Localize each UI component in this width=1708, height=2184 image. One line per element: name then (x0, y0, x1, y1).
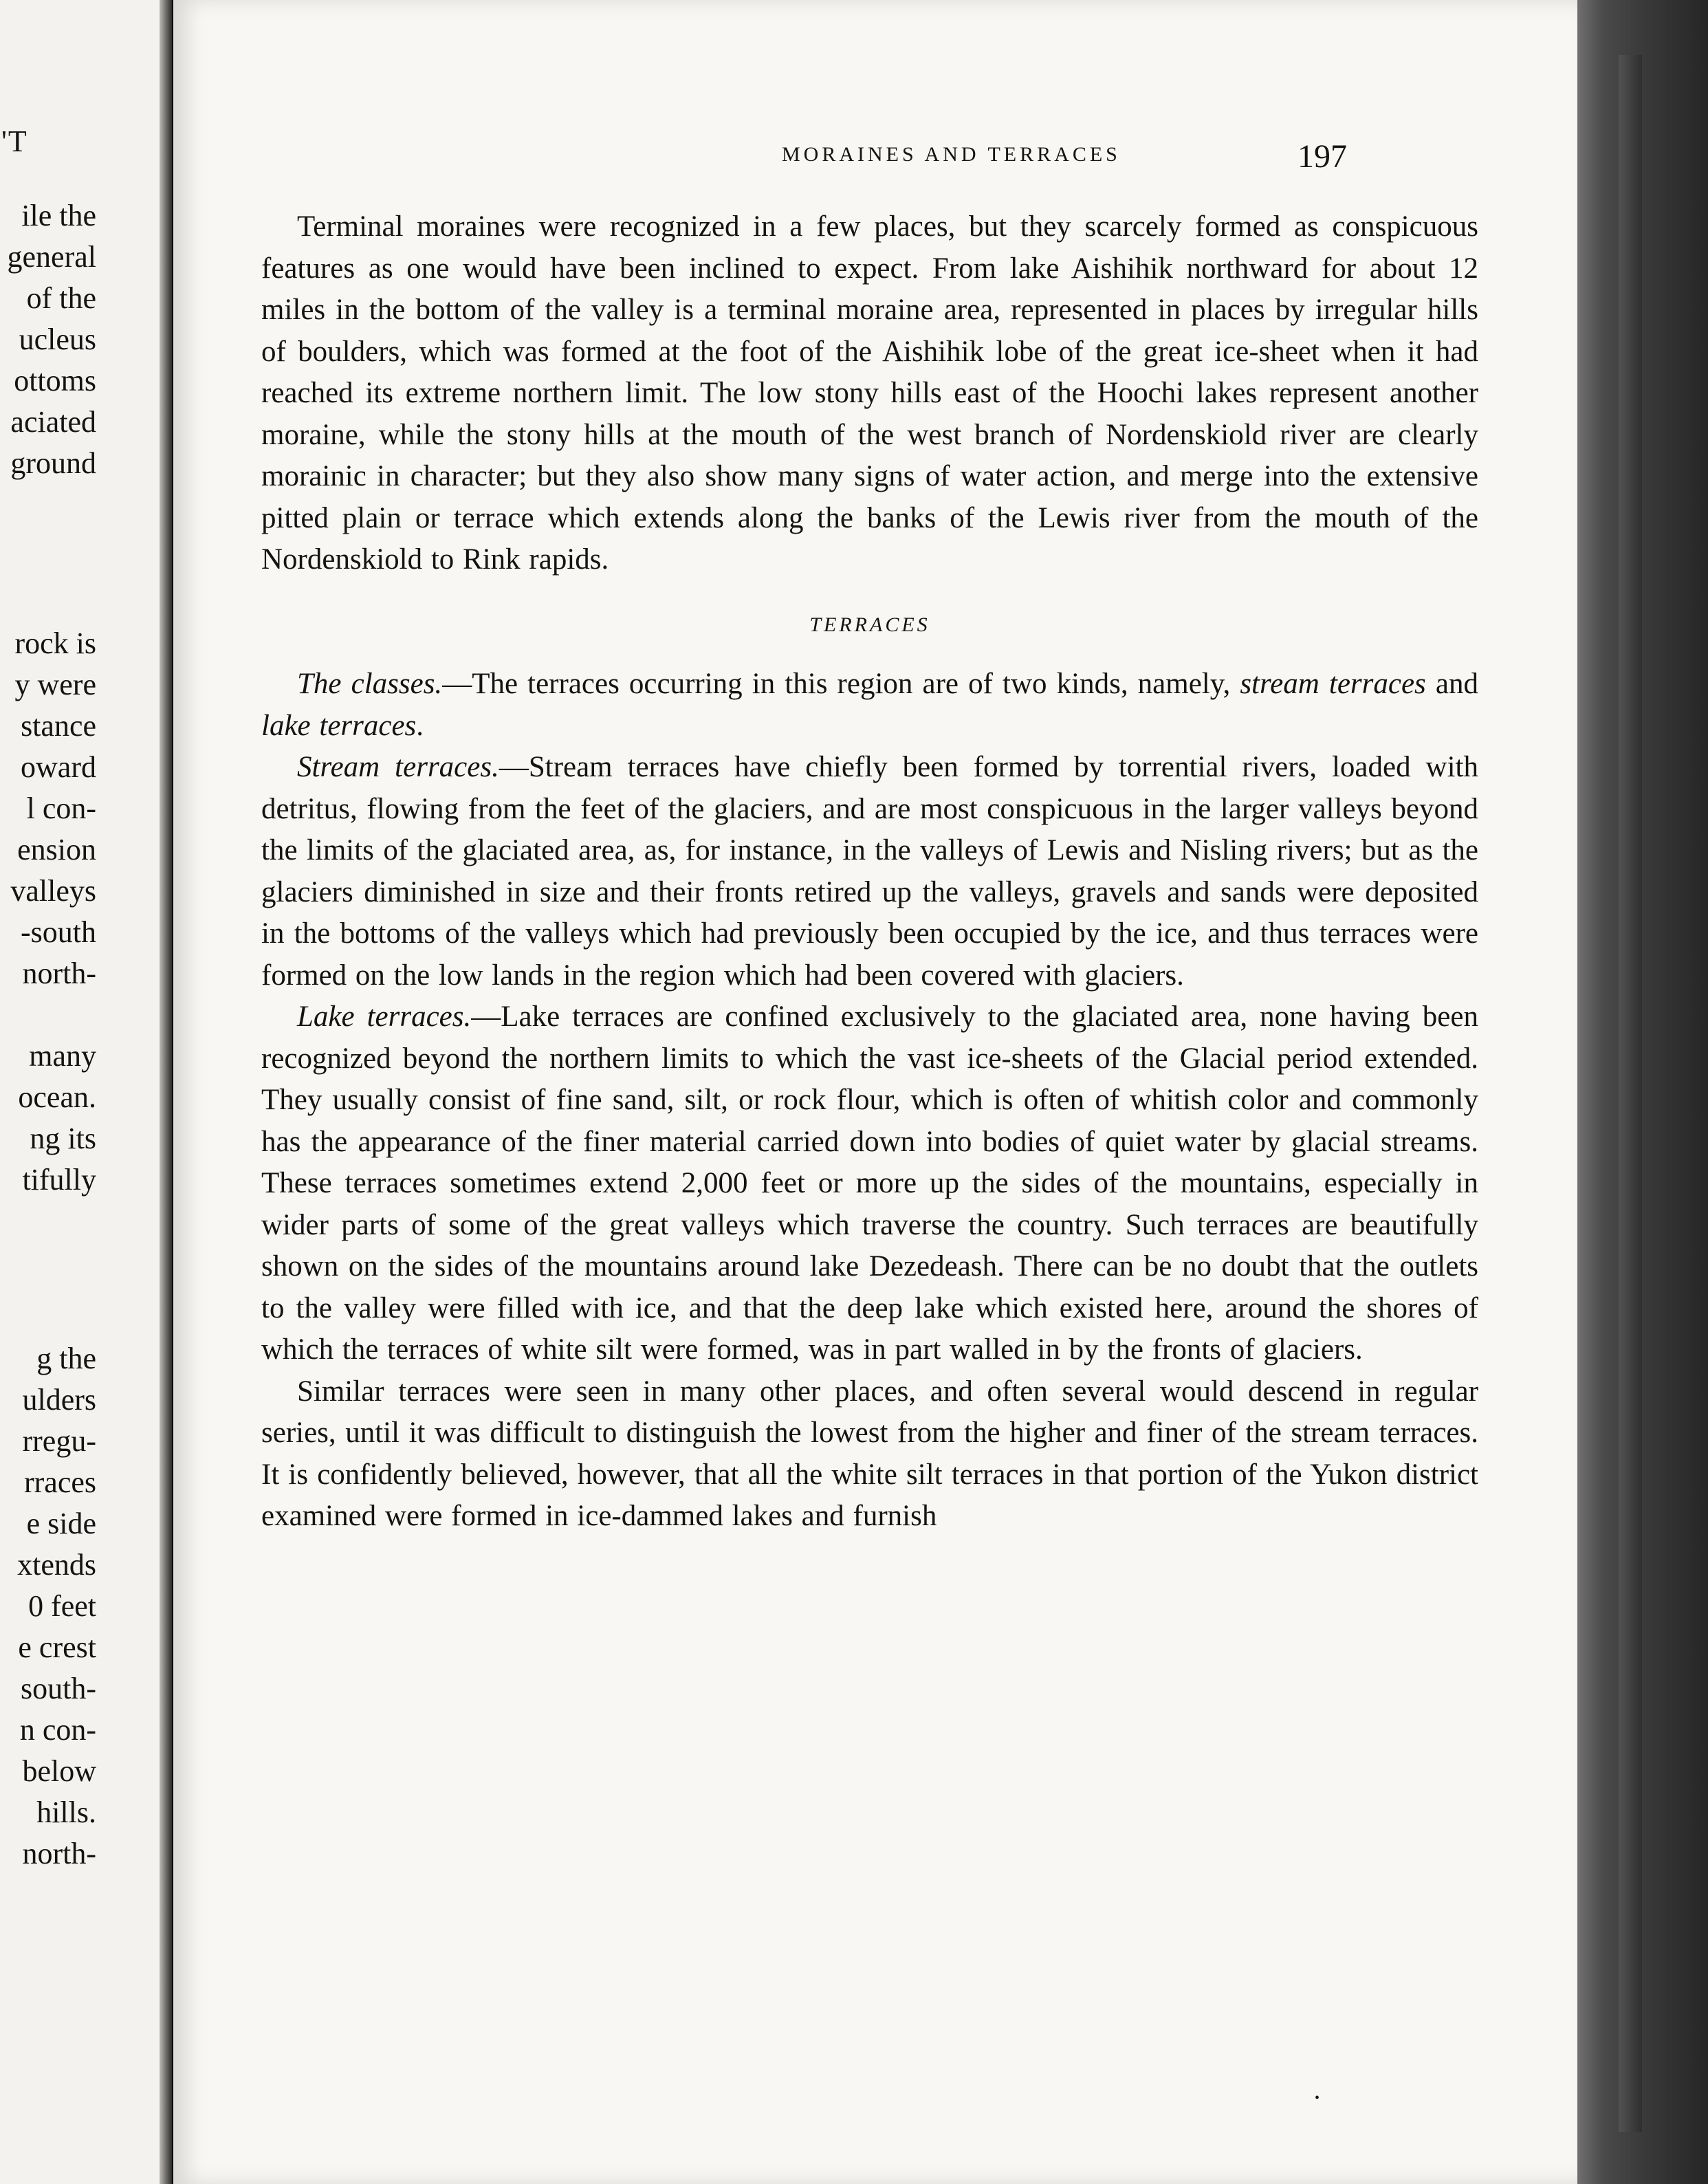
left-page-line: aciated (10, 405, 96, 439)
paragraph-terminal-moraines: Terminal moraines were recognized in a few places, but they scarcely formed as conspicuous features as one would have been inclined to expect. From lake Aishihik northward for about 12 miles in the bottom of the valley is a terminal moraine area, represented in places by irregular hills of boulders, which was formed at the foot of the Aishihik lobe of the great ice-sheet when it had reached its extreme northern limit. The low stony hills east of the Hoochi lakes represent another moraine, while the stony hills at the mouth of the west branch of Nordenskiold river are clearly morainic in character; but they also show many signs of water action, and merge into the extensive pitted plain or terrace which extends along the banks of the Lewis river from the mouth of the Nordenskiold to Rink rapids. (261, 210, 1478, 576)
left-page-line: valleys (10, 874, 96, 908)
left-page-line: tifully (22, 1163, 96, 1197)
left-page-line: north- (22, 957, 96, 990)
left-page-line: ocean. (18, 1080, 96, 1114)
run-in-heading: Lake terraces. (297, 1001, 472, 1033)
paragraph-text: —Stream terraces have chiefly been formed by torrential rivers, loaded with detritus, flowing from the feet of the glaciers, and are most conspicuous in the larger valleys beyond the limits of the glaciated area, as, for instance, in the valleys of Lewis and Nisling rivers; but as the glaciers diminished in size and their fronts retired up the valleys, gravels and sands were deposited in the bottoms of the valleys which had previously been occupied by the ice, and thus terraces were formed on the low lands in the region which had been covered with glaciers. (261, 751, 1478, 992)
left-page-line: ile the (21, 199, 96, 232)
left-page-line: n con- (19, 1713, 96, 1747)
left-page-line: general (7, 240, 96, 274)
left-page-line: ng its (30, 1122, 96, 1155)
left-page-line: -south (21, 915, 96, 949)
page-number: 197 (1298, 138, 1347, 175)
edge-shadow (1619, 55, 1642, 2132)
paragraph-similar-terraces: Similar terraces were seen in many other places, and often several would descend in regular series, until it was difficult to distinguish the lowest from the higher and finer of the stream terraces. It is confidently believed, however, that all the white silt terraces in that portion of the Yukon district examined were formed in ice-dammed lakes and furnish (261, 1375, 1478, 1532)
left-running-head-fragment: 'T (1, 124, 28, 158)
italic-term: stream terraces (1240, 668, 1426, 700)
scan-right-edge (1577, 0, 1708, 2184)
italic-term: lake terraces (261, 709, 417, 742)
left-page-line: below (22, 1754, 96, 1788)
body-text (261, 206, 1478, 1538)
run-in-heading: Stream terraces. (297, 751, 499, 783)
left-page-line: ulders (22, 1383, 96, 1417)
paragraph-the-classes (261, 664, 1478, 747)
page-header (173, 138, 1577, 179)
run-in-heading: The classes. (297, 668, 443, 700)
left-page-line: rraces (23, 1465, 96, 1499)
left-page-line: rregu- (22, 1424, 96, 1458)
left-page-line: ucleus (19, 323, 96, 356)
page (173, 0, 1577, 2184)
left-page-line: l con- (26, 791, 96, 825)
left-page-line: of the (26, 281, 96, 315)
left-page-line: stance (21, 709, 96, 743)
left-page-line: ground (10, 446, 96, 480)
paragraph-lake-terraces (261, 996, 1478, 1371)
paragraph-text: —The terraces occurring in this region are of two kinds, namely, (442, 668, 1240, 700)
left-page-line: oward (21, 750, 96, 784)
running-head: MORAINES AND TERRACES (782, 143, 1121, 166)
left-page-line: rock is (14, 626, 96, 660)
paragraph-stream-terraces (261, 747, 1478, 996)
left-page-line: e crest (18, 1630, 96, 1664)
left-page-line: ension (17, 833, 96, 866)
left-page-line: xtends (17, 1548, 96, 1582)
section-heading: TERRACES (809, 613, 930, 636)
facing-page-fragment (0, 0, 172, 2184)
left-page-line: 0 feet (28, 1589, 96, 1623)
left-page-line: e side (26, 1507, 96, 1540)
left-page-line: g the (36, 1342, 96, 1375)
paragraph-text: and (1425, 668, 1478, 700)
paragraph-text: —Lake terraces are confined exclusively to the glaciated area, none having been recognized beyond the northern limits to which the vast ice-sheets of the Glacial period extended. They usually consist of fine sand, silt, or rock flour, which is often of whitish color and commonly has the appearance of the finer material carried down into bodies of quiet water by glacial streams. These terraces sometimes extend 2,000 feet or more up the sides of the mountains, especially in wider parts of some of the great valleys which traverse the country. Such terraces are beautifully shown on the sides of the mountains around lake Dezedeash. There can be no doubt that the outlets to the valley were filled with ice, and that the deep lake which existed here, around the shores of which the terraces of white silt were formed, was in part walled in by the fronts of glaciers. (261, 1001, 1478, 1366)
left-page-line: hills. (36, 1795, 96, 1829)
left-page-line: south- (21, 1672, 96, 1705)
book-gutter (160, 0, 172, 2184)
stray-mark: • (1315, 2090, 1320, 2106)
left-page-line: y were (14, 668, 96, 701)
left-page-line: north- (22, 1837, 96, 1870)
paragraph-text: . (416, 709, 424, 742)
left-page-line: many (29, 1039, 96, 1073)
left-page-line: ottoms (14, 364, 96, 397)
